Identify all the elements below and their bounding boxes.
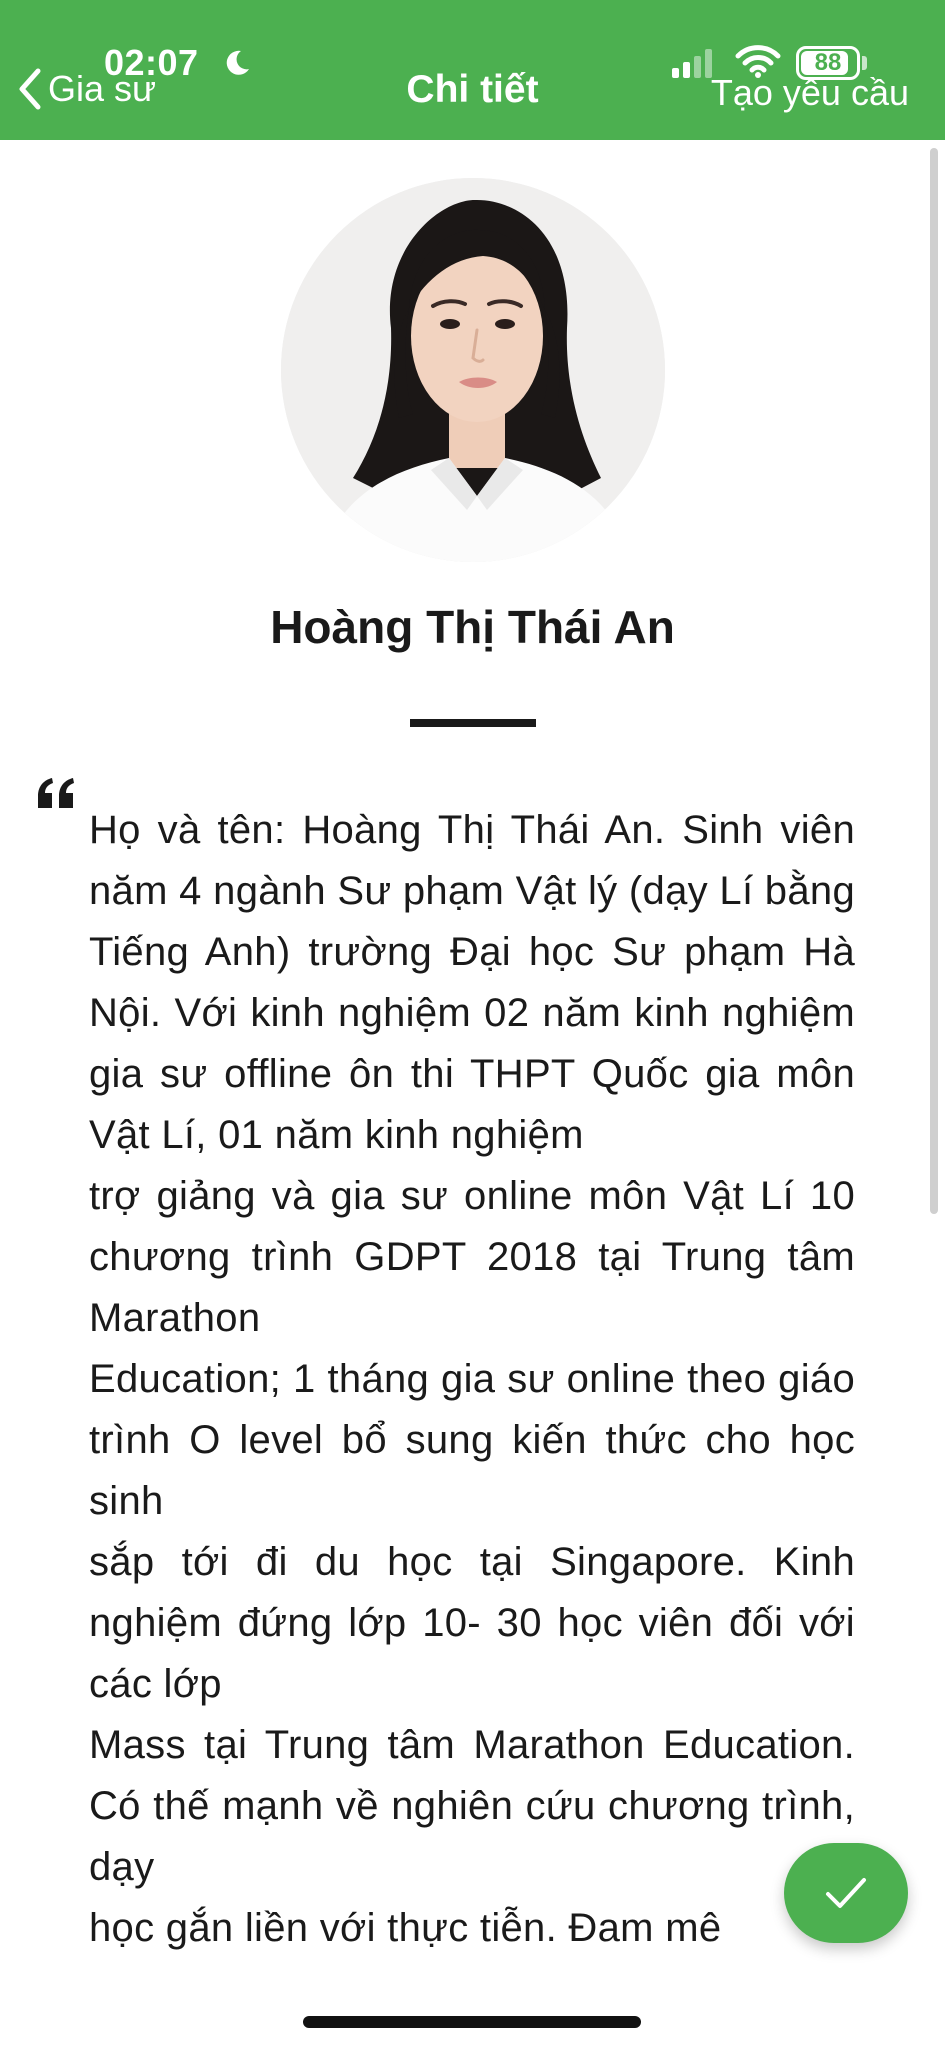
page-title: Chi tiết <box>406 68 539 111</box>
back-label: Gia sư <box>48 68 157 109</box>
bio-paragraph: Education; 1 tháng gia sư online theo giáo trình O level bổ sung kiến thức cho học sinh <box>89 1357 855 1523</box>
avatar <box>281 178 665 562</box>
bio-paragraph: Mass tại Trung tâm Marathon Education. Có thế mạnh về nghiên cứu chương trình, dạy <box>89 1723 855 1889</box>
bio-paragraph: học gắn liền với thực tiễn. Đam mê <box>89 1906 722 1950</box>
nav-bar <box>0 0 945 140</box>
bio-paragraph: sắp tới đi du học tại Singapore. Kinh nghiệm đứng lớp 10- 30 học viên đối với các lớp <box>89 1540 855 1706</box>
battery-percent: 88 <box>814 49 842 76</box>
check-icon <box>824 1875 868 1911</box>
confirm-button[interactable] <box>784 1843 908 1943</box>
bio-paragraph: trợ giảng và gia sư online môn Vật Lí 10 chương trình GDPT 2018 tại Trung tâm Marathon <box>89 1174 855 1340</box>
quote-icon <box>36 778 76 810</box>
bio-paragraph: Họ và tên: Hoàng Thị Thái An. Sinh viên năm 4 ngành Sư phạm Vật lý (dạy Lí bằng Tiếng Anh) trường Đại học Sư phạm Hà Nội. Với kinh nghiệm 02 năm kinh nghiệm gia sư offline ôn thi THPT Quốc gia môn Vật Lí, 01 năm kinh nghiệm <box>89 808 855 1157</box>
create-request-button[interactable]: Tạo yêu cầu <box>710 72 909 113</box>
tutor-name: Hoàng Thị Thái An <box>270 601 675 653</box>
battery-nub <box>862 56 867 70</box>
status-time: 02:07 <box>104 42 199 83</box>
name-divider <box>410 719 536 727</box>
scrollbar[interactable] <box>930 148 938 1214</box>
home-indicator <box>303 2016 641 2028</box>
tutor-bio <box>89 800 855 1965</box>
